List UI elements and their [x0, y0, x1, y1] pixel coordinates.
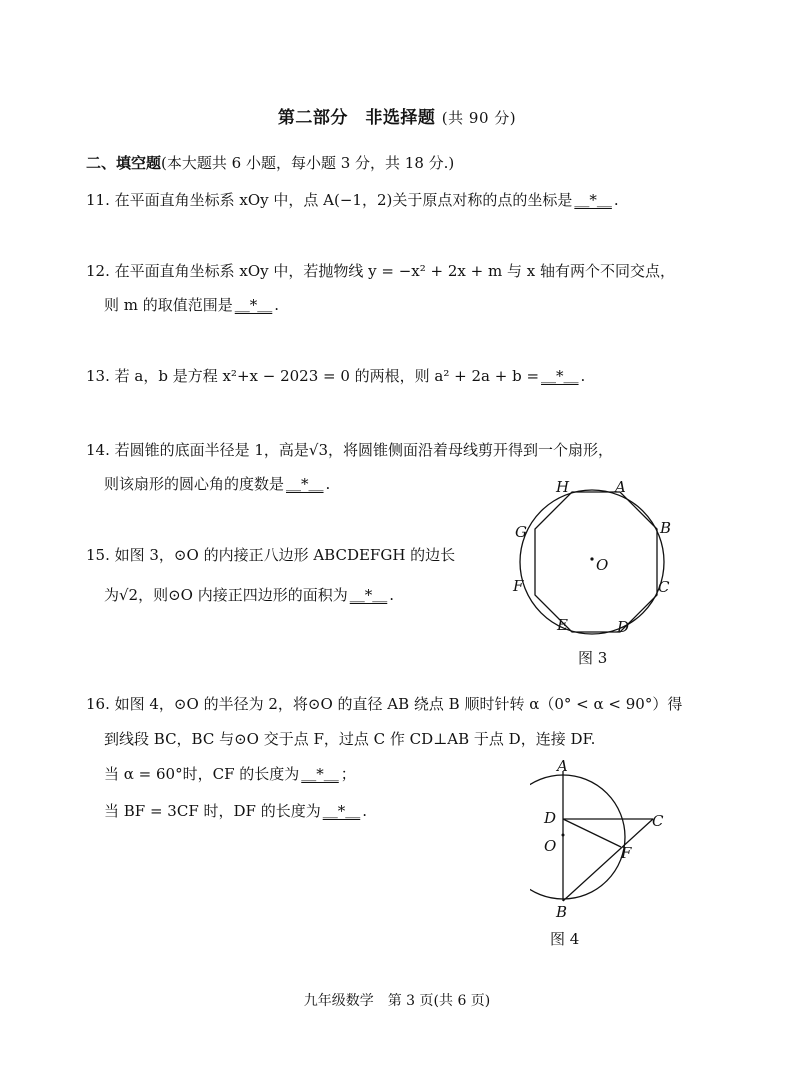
label-h: H	[556, 478, 570, 496]
label-e: E	[557, 616, 568, 634]
q15-end: .	[389, 586, 395, 604]
figure-3-caption: 图 3	[578, 649, 608, 667]
label-a: A	[615, 478, 626, 496]
figure-3-octagon-diagram	[500, 478, 690, 648]
q15-answer-blank: ＿*＿	[349, 586, 388, 604]
question-14-line1: 14. 若圆锥的底面半径是 1，高是√3，将圆锥侧面沿着母线剪开得到一个扇形，	[86, 441, 614, 459]
segment-df	[563, 819, 621, 847]
q12-answer-blank: ＿*＿	[234, 296, 273, 314]
center-point-o	[590, 557, 593, 560]
q16-text-a: 当 α = 60°时，CF 的长度为	[104, 765, 300, 783]
q13-text: 13. 若 a，b 是方程 x²+x − 2023 = 0 的两根，则 a² + 2a + b =	[86, 367, 540, 385]
label-o: O	[596, 556, 609, 574]
title-sub: (共 90 分)	[441, 109, 517, 127]
section-heading	[86, 152, 454, 173]
label-b: B	[660, 519, 672, 537]
question-12-line2	[104, 295, 279, 315]
label-c: C	[658, 578, 670, 596]
figure-4-caption: 图 4	[550, 930, 580, 948]
label-d: D	[617, 618, 630, 636]
q13-end: .	[580, 367, 586, 385]
label-c: C	[652, 812, 664, 830]
q13-answer-blank: ＿*＿	[541, 367, 579, 385]
section-title: 二、填空题	[86, 154, 162, 172]
label-d: D	[544, 809, 557, 827]
label-a: A	[557, 757, 568, 775]
q14-end: .	[325, 475, 331, 493]
q15-text: 为√2，则⊙O 内接正四边形的面积为	[104, 586, 348, 604]
q11-answer-blank: ＿*＿	[574, 191, 612, 209]
question-14-line2	[104, 474, 330, 494]
question-11	[86, 190, 619, 210]
label-o: O	[544, 837, 557, 855]
q12-end: .	[274, 296, 280, 314]
label-b: B	[556, 903, 568, 920]
center-point-o	[562, 834, 565, 837]
question-16-line3	[104, 764, 356, 784]
q11-text: 11. 在平面直角坐标系 xOy 中，点 A(−1，2)关于原点对称的点的坐标是	[86, 191, 573, 209]
q16-answer-blank-1: ＿*＿	[301, 765, 339, 783]
q14-text: 则该扇形的圆心角的度数是	[104, 475, 285, 493]
page-footer: 九年级数学 第 3 页(共 6 页)	[303, 993, 491, 1009]
question-15-line1: 15. 如图 3，⊙O 的内接正八边形 ABCDEFGH 的边长	[86, 546, 456, 564]
q16-end-b: .	[362, 802, 367, 820]
segment-bc	[563, 819, 653, 901]
q11-end: .	[613, 191, 619, 209]
question-13	[86, 366, 585, 386]
label-f: F	[513, 577, 524, 595]
question-16-line4	[104, 801, 367, 821]
question-16-line2: 到线段 BC，BC 与⊙O 交于点 F，过点 C 作 CD⊥AB 于点 D，连接 DF.	[104, 730, 596, 748]
label-f: F	[621, 844, 632, 862]
circle-o	[520, 490, 664, 634]
label-g: G	[515, 523, 527, 541]
q14-answer-blank: ＿*＿	[286, 475, 324, 493]
section-note: (本大题共 6 小题，每小题 3 分，共 18 分.)	[161, 154, 455, 172]
q16-answer-blank-2: ＿*＿	[322, 802, 361, 820]
q16-end-a: ；	[340, 765, 356, 783]
q12-text: 则 m 的取值范围是	[104, 296, 233, 314]
page-title	[0, 103, 794, 128]
title-main: 第二部分 非选择题	[277, 108, 436, 128]
question-12-line1: 12. 在平面直角坐标系 xOy 中，若抛物线 y = −x² + 2x + m 与 x 轴有两个不同交点，	[86, 262, 675, 280]
question-15-line2	[104, 585, 394, 605]
figure-4-circle-diagram	[530, 755, 680, 920]
question-16-line1: 16. 如图 4，⊙O 的半径为 2，将⊙O 的直径 AB 绕点 B 顺时针转 α（0° < α < 90°）得	[86, 695, 683, 713]
q16-text-b: 当 BF = 3CF 时，DF 的长度为	[104, 802, 321, 820]
